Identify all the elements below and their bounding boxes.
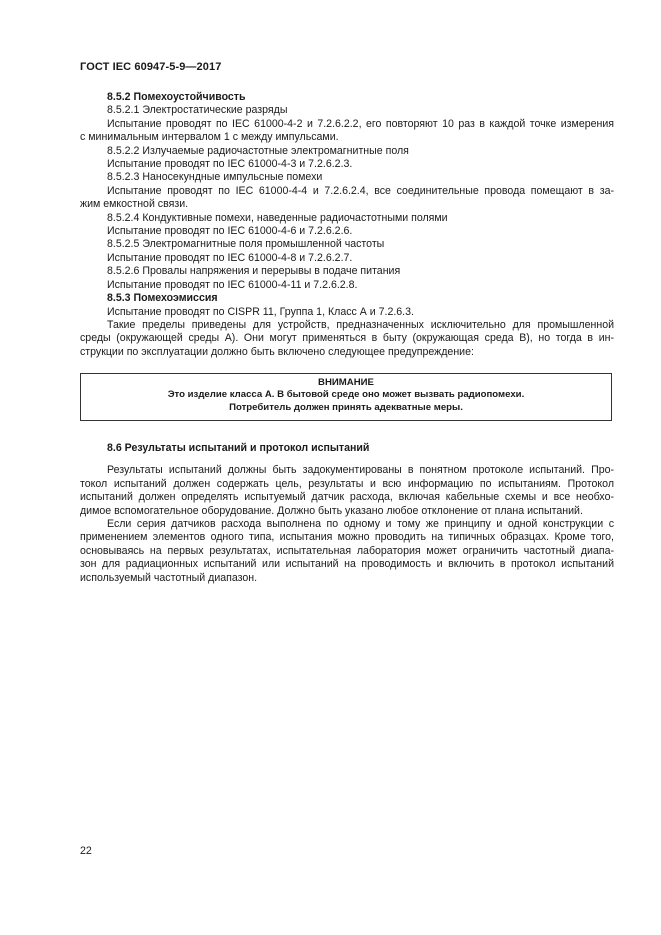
subsection-dips: 8.5.2.6 Провалы напряжения и перерывы в подаче питания xyxy=(107,265,401,278)
conducted-text: Испытание проводят по IEC 61000-4-6 и 7.2.6.2.6. xyxy=(107,225,353,238)
radiated-fields-text: Испытание проводят по IEC 61000-4-3 и 7.2.6.2.3. xyxy=(107,158,353,171)
emission-limits-line-3: струкции по эксплуатации должно быть включено следующее предупреждение: xyxy=(80,345,474,358)
section-title-immunity: 8.5.2 Помехоустойчивость xyxy=(107,91,246,103)
results-p1-line-4: димое вспомогательное оборудование. Должно быть указано любое отклонение от плана испытаний. xyxy=(80,504,583,517)
subsection-radiated-fields: 8.5.2.2 Излучаемые радиочастотные электромагнитные поля xyxy=(107,144,409,157)
warning-title: ВНИМАНИЕ xyxy=(318,377,374,388)
emission-limits-line-1: Такие пределы приведены для устройств, предназначенных исключительно для промышленной xyxy=(107,318,614,331)
page-number: 22 xyxy=(80,845,92,857)
subsection-burst: 8.5.2.3 Наносекундные импульсные помехи xyxy=(107,171,323,184)
emission-text: Испытание проводят по CISPR 11, Группа 1, Класс А и 7.2.6.3. xyxy=(107,305,414,318)
dips-text: Испытание проводят по IEC 61000-4-11 и 7.2.6.2.8. xyxy=(107,278,358,291)
subsection-power-frequency: 8.5.2.5 Электромагнитные поля промышленной частоты xyxy=(107,238,385,251)
esd-text-line-2: с минимальным интервалом 1 с между импульсами. xyxy=(80,131,339,144)
results-p1-line-2: токол испытаний должен содержать цель, результаты и всю информацию по испытаниям. Протокол xyxy=(80,477,614,490)
document-header: ГОСТ IEC 60947-5-9—2017 xyxy=(80,61,222,73)
burst-text-line-1: Испытание проводят по IEC 61000-4-4 и 7.2.6.2.4, все соединительные провода помещают в за- xyxy=(107,184,614,197)
section-8-5-2 xyxy=(80,91,614,359)
results-p1-line-1: Результаты испытаний должны быть задокументированы в понятном протоколе испытаний. Про- xyxy=(107,464,614,477)
warning-box xyxy=(80,373,612,421)
burst-text-line-2: жим емкостной связи. xyxy=(80,198,189,211)
results-p2-line-4: зон для радиационных испытаний или испытаний на проводимость и включить в протокол испытаний xyxy=(80,558,614,571)
section-title-results: 8.6 Результаты испытаний и протокол испытаний xyxy=(107,442,370,454)
results-p2-line-3: основываясь на первых результатах, испытательная лаборатория может ограничить частотный диапа- xyxy=(80,544,614,557)
results-p2-line-5: используемый частотный диапазон. xyxy=(80,571,258,584)
results-p1-line-3: испытаний должен определять испытуемый датчик расхода, включая кабельные схемы и все необхо- xyxy=(80,491,614,504)
section-8-6 xyxy=(80,442,614,585)
subsection-conducted: 8.5.2.4 Кондуктивные помехи, наведенные радиочастотными полями xyxy=(107,211,448,224)
section-title-emission: 8.5.3 Помехоэмиссия xyxy=(107,292,218,305)
esd-text-line-1: Испытание проводят по IEC 61000-4-2 и 7.2.6.2.2, его повторяют 10 раз в каждой точке измерения xyxy=(107,117,614,130)
warning-line-1: Это изделие класса А. В бытовой среде оно может вызвать радиопомехи. xyxy=(167,389,525,401)
emission-limits-line-2: среды (окружающей среды А). Они могут применяться в быту (окружающая среда В), но тогда в ин- xyxy=(80,332,614,345)
warning-line-2: Потребитель должен принять адекватные меры. xyxy=(229,401,463,413)
results-p2-line-2: применением элементов одного типа, испытания можно проводить на типичных образцах. Кроме того, xyxy=(80,531,614,544)
results-p2-line-1: Если серия датчиков расхода выполнена по одному и тому же принципу и одной конструкции с xyxy=(107,518,614,531)
power-frequency-text: Испытание проводят по IEC 61000-4-8 и 7.2.6.2.7. xyxy=(107,251,353,264)
subsection-esd: 8.5.2.1 Электростатические разряды xyxy=(107,104,288,117)
